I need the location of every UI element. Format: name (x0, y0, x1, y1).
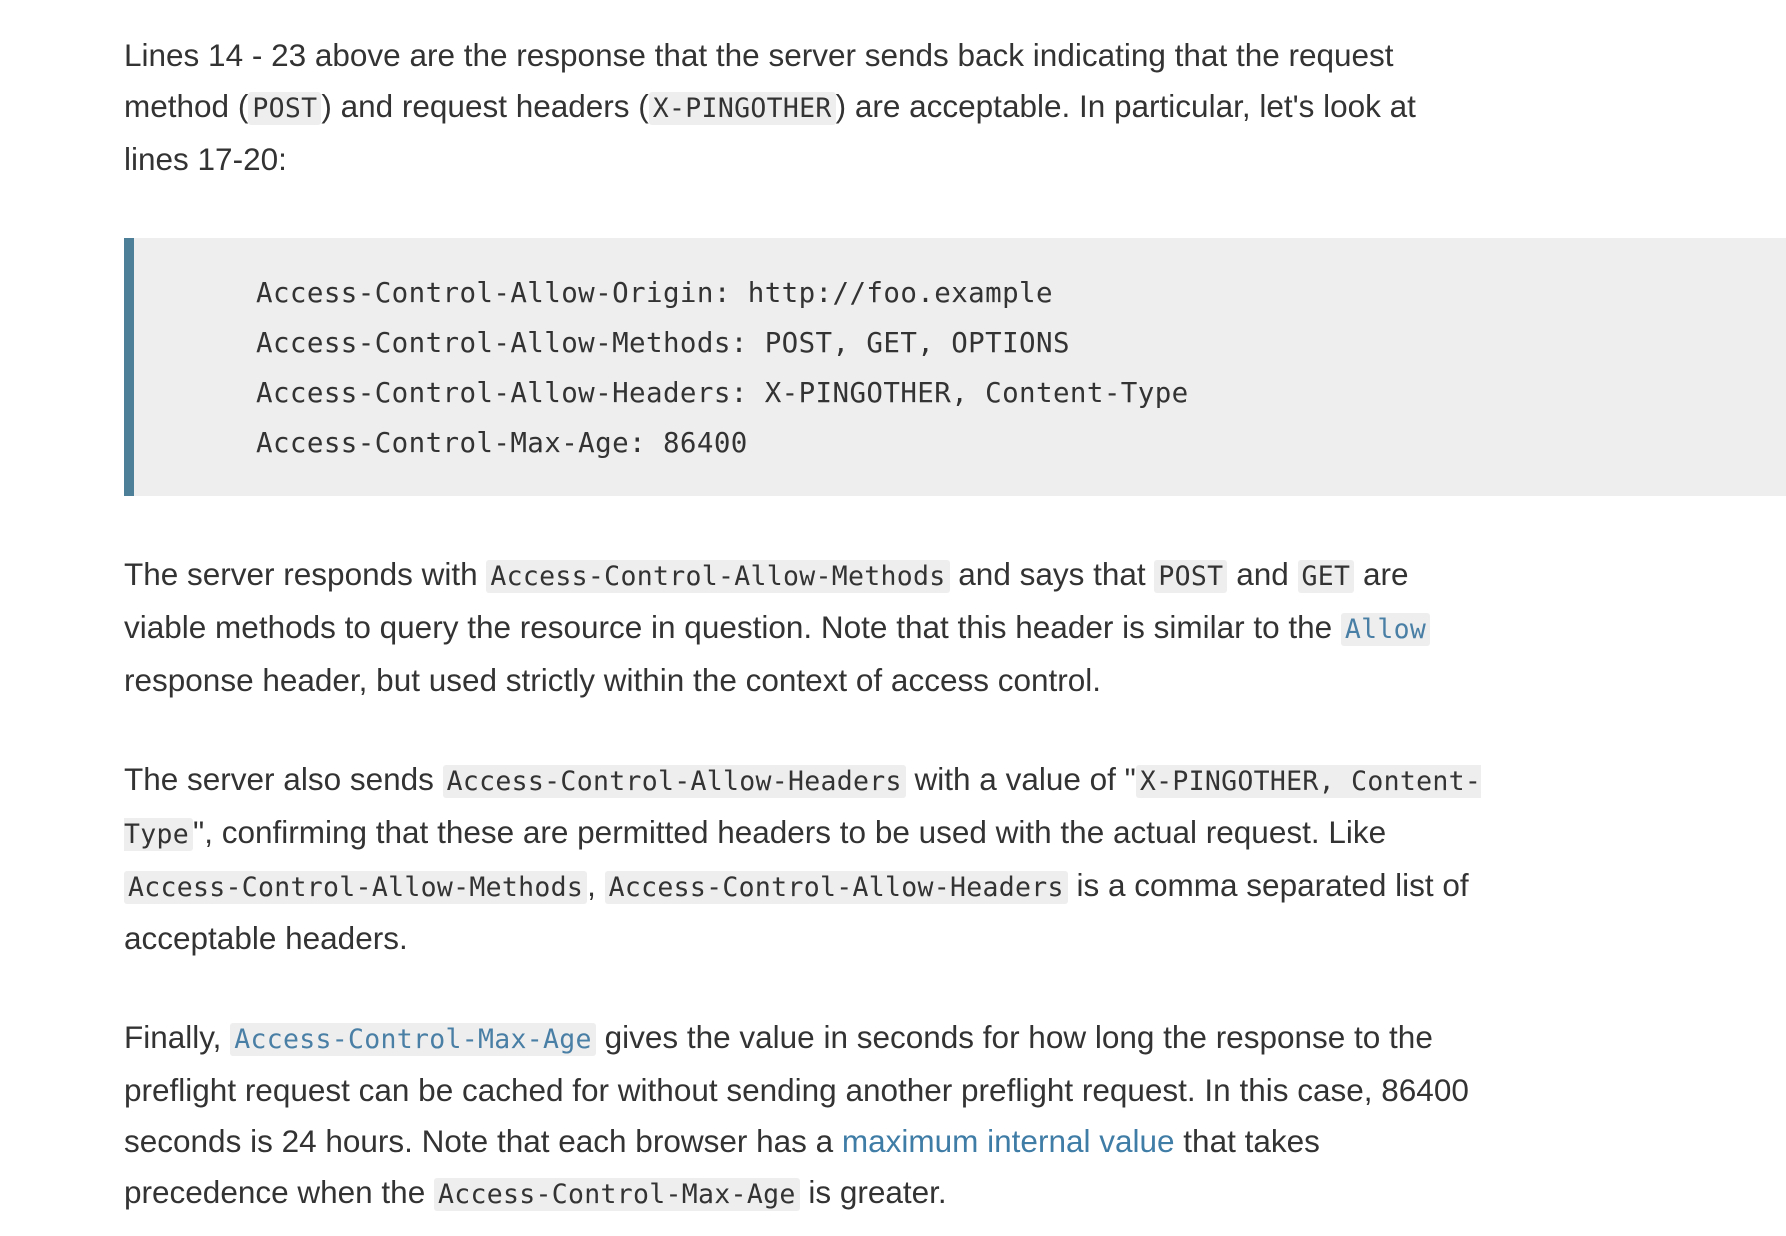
code-block (124, 238, 1786, 496)
inline-code-post: POST (1154, 560, 1227, 593)
inline-code-allow: Allow (1341, 613, 1430, 646)
inline-code-header-value: X-PINGOTHER, Content-Type (124, 766, 1482, 850)
text: response header, but used strictly within the context of access control. (124, 662, 1102, 698)
text: gives the value in seconds for how long the response to the preflight request can be cached for without sending another preflight request. In this case, 86400 seconds is 24 hours. Note that each browser has a (124, 1019, 1469, 1159)
text: are viable methods to query the resource in question. Note that this header is similar to the (124, 556, 1409, 645)
text: is greater. (799, 1174, 947, 1210)
text: ) and request headers ( (321, 88, 649, 124)
paragraph-response-lines (124, 30, 1484, 185)
text: and says that (949, 556, 1155, 592)
inline-code-allow-methods: Access-Control-Allow-Methods (124, 871, 587, 904)
inline-code-post: POST (248, 92, 321, 125)
code-line-allow-headers: Access-Control-Allow-Headers: X-PINGOTHER, Content-Type (256, 377, 1189, 409)
paragraph-allow-headers (124, 754, 1484, 964)
inline-code-allow-headers: Access-Control-Allow-Headers (605, 871, 1068, 904)
text: The server responds with (124, 556, 487, 592)
inline-code-max-age: Access-Control-Max-Age (230, 1023, 596, 1056)
article-content (124, 30, 1484, 1220)
code-line-allow-origin: Access-Control-Allow-Origin: http://foo.example (256, 277, 1053, 309)
text: that takes precedence when the (124, 1123, 1320, 1210)
text: , (587, 867, 605, 903)
text: ) are acceptable. In particular, let's look at lines 17-20: (124, 88, 1416, 177)
text: Lines 14 - 23 above are the response that the server sends back indicating that the request method ( (124, 37, 1394, 124)
text: ", confirming that these are permitted headers to be used with the actual request. Like (193, 814, 1387, 850)
inline-code-allow-headers: Access-Control-Allow-Headers (443, 765, 906, 798)
text: Finally, (124, 1019, 231, 1055)
paragraph-allow-methods (124, 549, 1484, 706)
paragraph-max-age (124, 1012, 1484, 1220)
inline-code-get: GET (1298, 560, 1355, 593)
text: with a value of " (905, 761, 1136, 797)
allow-header-link[interactable] (1341, 609, 1430, 645)
text: is a comma separated list of acceptable headers. (124, 867, 1469, 956)
code-line-max-age: Access-Control-Max-Age: 86400 (256, 427, 748, 459)
inline-code-max-age: Access-Control-Max-Age (434, 1178, 800, 1211)
inline-code-x-pingother: X-PINGOTHER (649, 92, 836, 125)
inline-code-allow-methods: Access-Control-Allow-Methods (486, 560, 949, 593)
code-line-allow-methods: Access-Control-Allow-Methods: POST, GET, OPTIONS (256, 327, 1070, 359)
text: and (1227, 556, 1298, 592)
text: The server also sends (124, 761, 443, 797)
max-age-header-link[interactable] (230, 1019, 596, 1055)
maximum-internal-value-link[interactable]: maximum internal value (841, 1123, 1175, 1159)
